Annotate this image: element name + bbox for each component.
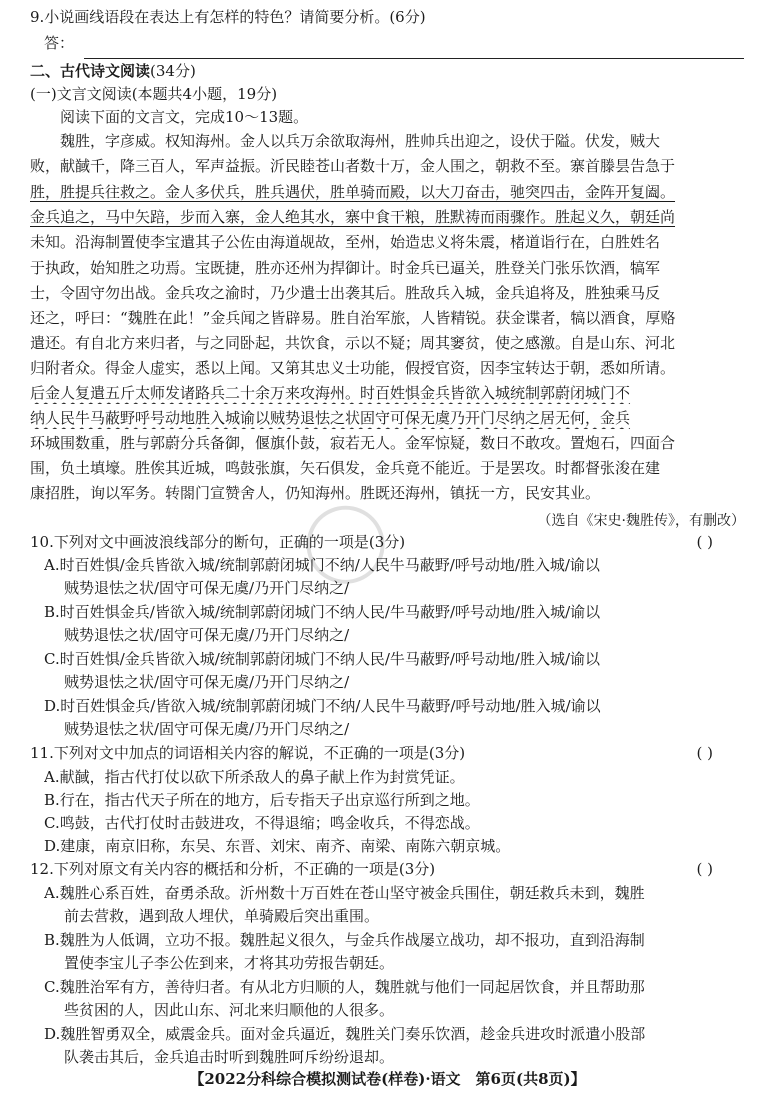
passage-line: 败，献馘千，降三百人，军声益振。沂民睦苍山者数十万，金人围之，朝救不至。寨首滕昙告急于 bbox=[30, 157, 676, 175]
q11-answer-blank: ( ) bbox=[696, 744, 713, 762]
q12-option-d: D.魏胜智勇双全，威震金兵。面对金兵逼近，魏胜关门奏乐饮酒，趁金兵进攻时派遣小股部 bbox=[44, 1025, 646, 1043]
passage-line: 纳人民牛马蔽野呼号动地胜入城谕以贼势退怯之状固守可保无虞乃开门尽纳之居无何，金兵 bbox=[30, 409, 631, 427]
q10-option-d: D.时百姓惧金兵/皆欲入城/统制郭蔚闭城门不纳/人民牛马蔽野/呼号动地/胜入城/谕以 bbox=[44, 697, 601, 715]
q12-answer-blank: ( ) bbox=[696, 860, 713, 878]
passage-line: 未知。沿海制置使李宝遣其子公佐由海道觇故，至州，始造忠义将朱震，楮道诣行在，白胜姓名 bbox=[30, 233, 661, 251]
passage-line: 后金人复遣五斤太师发诸路兵二十余万来攻海州。时百姓惧金兵皆欲入城统制郭蔚闭城门不 bbox=[30, 384, 631, 402]
passage-line: 士，令固守勿出战。金兵攻之渝时，乃少遣士出袭其后。胜敌兵入城，金兵追将及，胜独乘马反 bbox=[30, 284, 661, 302]
q10-option-a-cont: 贼势退怯之状/固守可保无虞/乃开门尽纳之/ bbox=[64, 579, 350, 597]
passage-line: 金兵追之，马中矢踣，步而入寨，金人绝其水，寨中食干粮，胜默祷而雨骤作。胜起义久，朝廷尚 bbox=[30, 208, 676, 226]
q9-text: 9.小说画线语段在表达上有怎样的特色？请简要分析。(6分) bbox=[30, 8, 426, 26]
subsection-title: (一)文言文阅读(本题共4小题，19分) bbox=[30, 85, 278, 103]
passage-line: 还之，呼曰：“魏胜在此！”金兵闻之皆辟易。胜自治军旅，人皆精锐。获金谍者，犒以酒食，厚赂 bbox=[30, 309, 676, 327]
q11-stem bbox=[30, 742, 745, 764]
passage-line: 胜，胜提兵往救之。金人多伏兵，胜兵遇伏，胜单骑而殿，以大刀奋击，驰突四击，金阵开复阖。 bbox=[30, 183, 676, 201]
section2-title: 二、古代诗文阅读 bbox=[30, 62, 151, 80]
q9-answer-label: 答： bbox=[44, 34, 75, 52]
passage-line: 康招胜，询以军务。转閤门宣赞舍人，仍知海州。胜既还海州，镇抚一方，民安其业。 bbox=[30, 484, 601, 502]
section2-score: (34分) bbox=[150, 62, 196, 80]
q11-option-c: C.鸣鼓，古代打仗时击鼓进攻，不得退缩；鸣金收兵，不得恋战。 bbox=[44, 814, 480, 832]
q10-option-b-cont: 贼势退怯之状/固守可保无虞/乃开门尽纳之/ bbox=[64, 626, 350, 644]
passage-source: （选自《宋史·魏胜传》，有删改） bbox=[537, 513, 745, 529]
q12-option-a-cont: 前去营救，遇到敌人埋伏，单骑殿后突出重围。 bbox=[64, 907, 380, 925]
q10-stem bbox=[30, 531, 745, 553]
passage-line: 环城围数重，胜与郭蔚分兵备御，偃旗仆鼓，寂若无人。金军惊疑，数日不敢攻。置炮石，四面合 bbox=[30, 434, 676, 452]
section2-heading bbox=[30, 60, 745, 82]
q12-option-b-cont: 置使李宝儿子李公佐到来，才将其功劳报告朝廷。 bbox=[64, 954, 395, 972]
passage-line: 围，负土填壕。胜俟其近城，鸣鼓张旗，矢石俱发，金兵竟不能近。于是罢攻。时都督张浚在建 bbox=[30, 459, 661, 477]
q11-option-d: D.建康，南京旧称，东吴、东晋、刘宋、南齐、南梁、南陈六朝京城。 bbox=[44, 837, 511, 855]
q12-option-c: C.魏胜治军有方，善待归者。有从北方归顺的人，魏胜就与他们一同起居饮食，并且帮助那 bbox=[44, 978, 645, 996]
q11-option-b: B.行在，指古代天子所在的地方，后专指天子出京巡行所到之地。 bbox=[44, 791, 480, 809]
passage-line: 遣还。有自北方来归者，与之同卧起，共饮食，示以不疑；周其窭贫，使之感激。自是山东、河北 bbox=[30, 334, 676, 352]
q10-option-c: C.时百姓惧/金兵皆欲入城/统制郭蔚闭城门不纳人民/牛马蔽野/呼号动地/胜入城/谕以 bbox=[44, 650, 601, 668]
q11-option-a: A.献馘，指古代打仗以砍下所杀敌人的鼻子献上作为封赏凭证。 bbox=[44, 768, 465, 786]
q12-option-d-cont: 队袭击其后，金兵追击时听到魏胜呵斥纷纷退却。 bbox=[64, 1048, 395, 1066]
q10-answer-blank: ( ) bbox=[696, 533, 713, 551]
q12-option-b: B.魏胜为人低调，立功不报。魏胜起义很久，与金兵作战屡立战功，却不报功，直到沿海制 bbox=[44, 931, 645, 949]
answer-line bbox=[84, 58, 744, 59]
q10-option-c-cont: 贼势退怯之状/固守可保无虞/乃开门尽纳之/ bbox=[64, 673, 350, 691]
q12-stem bbox=[30, 858, 745, 880]
page-footer: 【2022分科综合模拟测试卷(样卷)·语文 第6页(共8页)】 bbox=[189, 1070, 586, 1088]
q12-option-a: A.魏胜心系百姓，奋勇杀敌。沂州数十万百姓在苍山坚守被金兵围住，朝廷救兵未到，魏胜 bbox=[44, 884, 645, 902]
q12-stem-text: 12.下列对原文有关内容的概括和分析，不正确的一项是(3分) bbox=[30, 860, 436, 878]
q10-stem-text: 10.下列对文中画波浪线部分的断句，正确的一项是(3分) bbox=[30, 533, 406, 551]
passage-line: 魏胜，字彦威。权知海州。金人以兵万余欲取海州，胜帅兵出迎之，设伏于隘。伏发，贼大 bbox=[60, 132, 661, 150]
q12-option-c-cont: 些贫困的人，因此山东、河北来归顺他的人很多。 bbox=[64, 1001, 395, 1019]
passage-line: 于执政，始知胜之功焉。宝既捷，胜亦还州为捍御计。时金兵已逼关，胜登关门张乐饮酒，犒军 bbox=[30, 259, 661, 277]
instruction: 阅读下面的文言文，完成10～13题。 bbox=[60, 108, 309, 126]
q11-stem-text: 11.下列对文中加点的词语相关内容的解说，不正确的一项是(3分) bbox=[30, 744, 466, 762]
q10-option-d-cont: 贼势退怯之状/固守可保无虞/乃开门尽纳之/ bbox=[64, 720, 350, 738]
q10-option-b: B.时百姓惧金兵/皆欲入城/统制郭蔚闭城门不纳人民/牛马蔽野/呼号动地/胜入城/谕以 bbox=[44, 603, 601, 621]
passage-line: 归附者众。得金人虚实，悉以上闻。又第其忠义士功能，假授官资，因李宝转达于朝，悉如所请。 bbox=[30, 359, 676, 377]
q10-option-a: A.时百姓惧/金兵皆欲入城/统制郭蔚闭城门不纳/人民牛马蔽野/呼号动地/胜入城/谕以 bbox=[44, 556, 600, 574]
